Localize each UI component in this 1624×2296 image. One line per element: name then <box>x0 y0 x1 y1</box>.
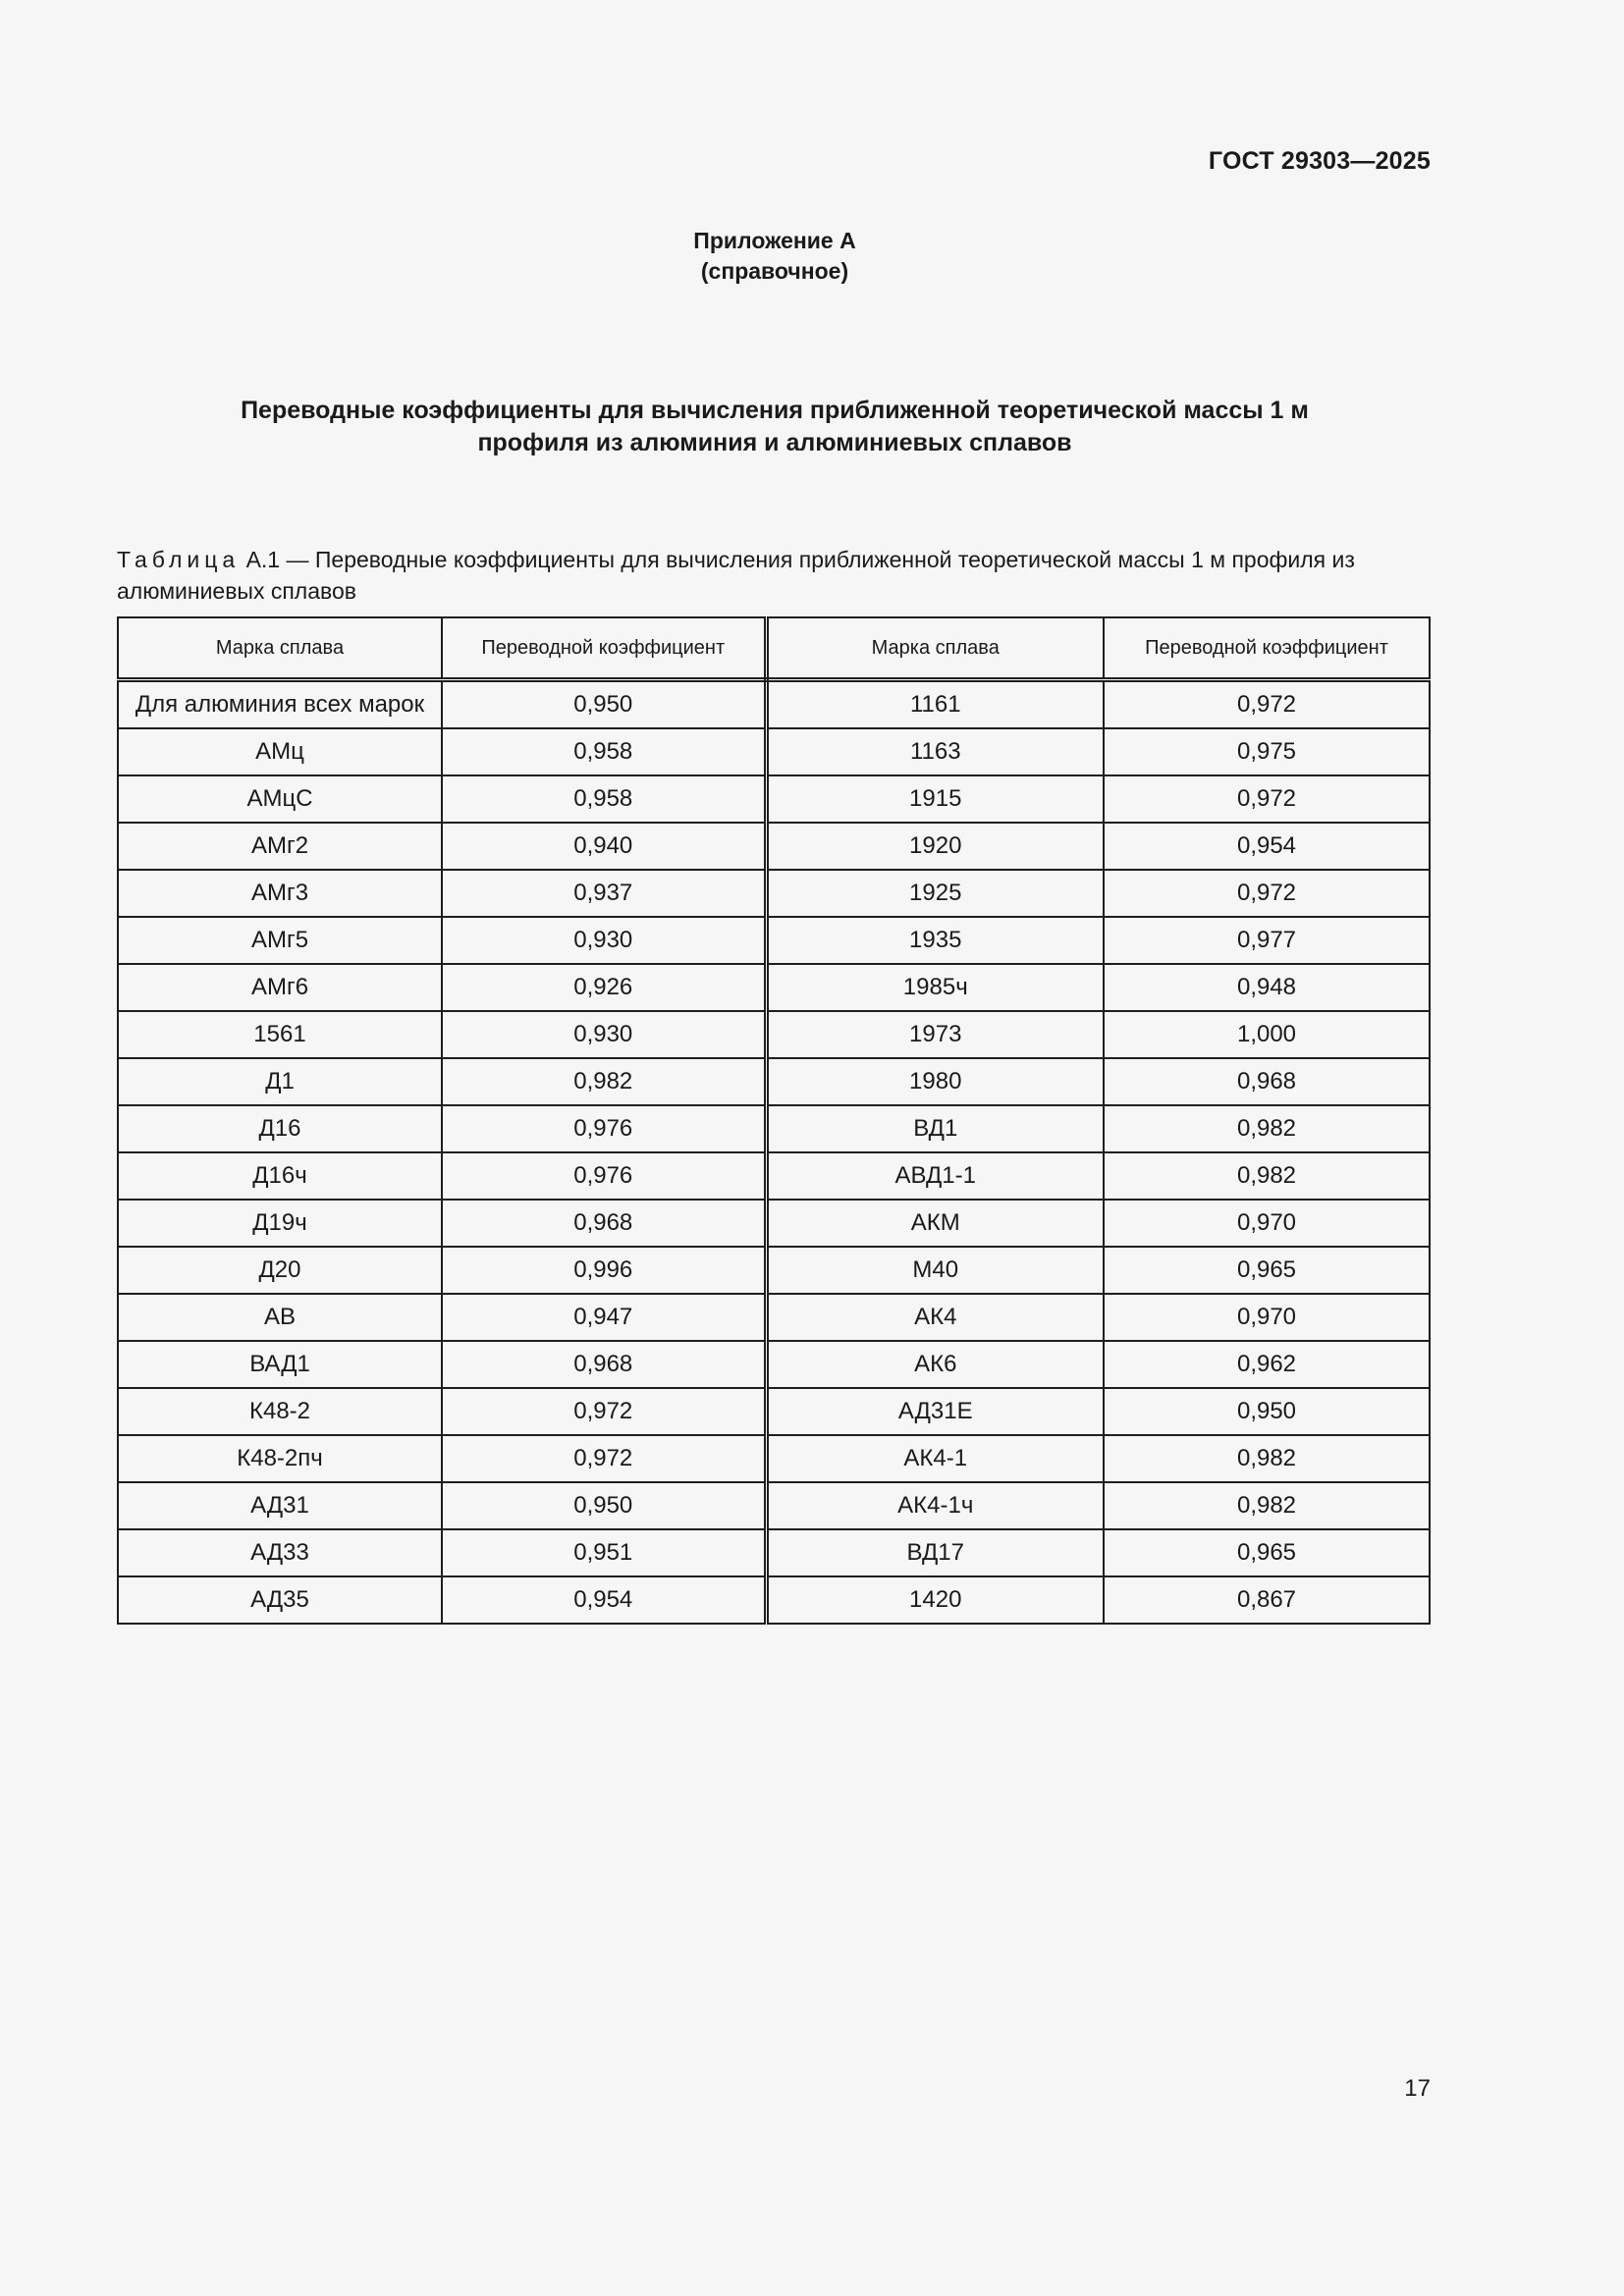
cell-coefficient-left: 0,968 <box>442 1341 766 1388</box>
table-header-row <box>118 617 1430 680</box>
cell-alloy-grade-left: Для алюминия всех марок <box>118 680 442 729</box>
table-caption-text: А.1 — Переводные коэффициенты для вычисления приближенной теоретической массы 1 м профиля из алюминиевых сплавов <box>117 547 1355 604</box>
cell-alloy-grade-left: Д16ч <box>118 1152 442 1200</box>
page-number: 17 <box>1404 2075 1431 2102</box>
cell-alloy-grade-left: Д19ч <box>118 1200 442 1247</box>
cell-coefficient-left: 0,968 <box>442 1200 766 1247</box>
table-row <box>118 1247 1430 1294</box>
cell-alloy-grade-right: АКМ <box>766 1200 1104 1247</box>
cell-coefficient-left: 0,976 <box>442 1105 766 1152</box>
cell-alloy-grade-right: ВД17 <box>766 1529 1104 1576</box>
table-row <box>118 1388 1430 1435</box>
table-caption <box>117 544 1433 607</box>
section-title-line-1: Переводные коэффициенты для вычисления приближенной теоретической массы 1 м <box>241 397 1309 424</box>
cell-alloy-grade-left: АМг3 <box>118 870 442 917</box>
table-row <box>118 775 1430 823</box>
cell-alloy-grade-left: АМг2 <box>118 823 442 870</box>
table-row <box>118 728 1430 775</box>
cell-alloy-grade-right: АВД1-1 <box>766 1152 1104 1200</box>
cell-coefficient-left: 0,958 <box>442 775 766 823</box>
cell-coefficient-left: 0,982 <box>442 1058 766 1105</box>
cell-coefficient-right: 0,950 <box>1104 1388 1430 1435</box>
cell-coefficient-left: 0,940 <box>442 823 766 870</box>
appendix-subtitle: (справочное) <box>700 258 849 284</box>
cell-coefficient-left: 0,930 <box>442 917 766 964</box>
table-caption-label: Таблица <box>117 547 241 572</box>
cell-alloy-grade-right: АД31Е <box>766 1388 1104 1435</box>
table-row <box>118 964 1430 1011</box>
cell-alloy-grade-right: АК4 <box>766 1294 1104 1341</box>
cell-alloy-grade-right: 1980 <box>766 1058 1104 1105</box>
table-row <box>118 1482 1430 1529</box>
cell-alloy-grade-left: ВАД1 <box>118 1341 442 1388</box>
cell-alloy-grade-right: 1985ч <box>766 964 1104 1011</box>
cell-alloy-grade-left: 1561 <box>118 1011 442 1058</box>
table-row <box>118 1341 1430 1388</box>
cell-coefficient-right: 0,982 <box>1104 1105 1430 1152</box>
table-row <box>118 1294 1430 1341</box>
cell-coefficient-left: 0,930 <box>442 1011 766 1058</box>
cell-coefficient-right: 0,970 <box>1104 1200 1430 1247</box>
cell-alloy-grade-right: 1163 <box>766 728 1104 775</box>
cell-alloy-grade-left: АМг5 <box>118 917 442 964</box>
cell-alloy-grade-left: К48-2 <box>118 1388 442 1435</box>
cell-alloy-grade-left: Д20 <box>118 1247 442 1294</box>
table-row <box>118 870 1430 917</box>
table-row <box>118 1529 1430 1576</box>
cell-alloy-grade-left: АД31 <box>118 1482 442 1529</box>
cell-coefficient-left: 0,950 <box>442 1482 766 1529</box>
table-row <box>118 1200 1430 1247</box>
cell-coefficient-left: 0,926 <box>442 964 766 1011</box>
cell-alloy-grade-right: 1915 <box>766 775 1104 823</box>
header-alloy-grade-left: Марка сплава <box>118 617 442 680</box>
section-title <box>147 395 1402 459</box>
cell-coefficient-right: 0,867 <box>1104 1576 1430 1624</box>
cell-alloy-grade-left: АД35 <box>118 1576 442 1624</box>
cell-coefficient-right: 0,965 <box>1104 1247 1430 1294</box>
cell-alloy-grade-right: 1925 <box>766 870 1104 917</box>
table-row <box>118 1058 1430 1105</box>
cell-alloy-grade-left: АМцС <box>118 775 442 823</box>
cell-alloy-grade-right: 1161 <box>766 680 1104 729</box>
cell-coefficient-right: 0,975 <box>1104 728 1430 775</box>
table-row <box>118 1576 1430 1624</box>
cell-alloy-grade-right: М40 <box>766 1247 1104 1294</box>
cell-alloy-grade-right: ВД1 <box>766 1105 1104 1152</box>
cell-coefficient-right: 1,000 <box>1104 1011 1430 1058</box>
cell-coefficient-left: 0,951 <box>442 1529 766 1576</box>
table-row <box>118 823 1430 870</box>
table-body <box>118 680 1430 1625</box>
cell-coefficient-left: 0,996 <box>442 1247 766 1294</box>
cell-coefficient-right: 0,982 <box>1104 1482 1430 1529</box>
cell-alloy-grade-left: АД33 <box>118 1529 442 1576</box>
table-row <box>118 1105 1430 1152</box>
cell-alloy-grade-right: АК4-1ч <box>766 1482 1104 1529</box>
cell-alloy-grade-right: 1973 <box>766 1011 1104 1058</box>
cell-coefficient-left: 0,950 <box>442 680 766 729</box>
table-row <box>118 1011 1430 1058</box>
section-title-line-2: профиля из алюминия и алюминиевых сплавов <box>477 429 1072 456</box>
cell-coefficient-right: 0,970 <box>1104 1294 1430 1341</box>
coefficients-table-container <box>117 616 1429 1625</box>
cell-coefficient-left: 0,972 <box>442 1388 766 1435</box>
header-coefficient-right: Переводной коэффициент <box>1104 617 1430 680</box>
table-row <box>118 1152 1430 1200</box>
cell-alloy-grade-left: Д1 <box>118 1058 442 1105</box>
cell-coefficient-left: 0,958 <box>442 728 766 775</box>
appendix-title: Приложение А <box>693 228 856 253</box>
coefficients-table <box>117 616 1431 1625</box>
cell-coefficient-left: 0,976 <box>442 1152 766 1200</box>
cell-alloy-grade-left: АВ <box>118 1294 442 1341</box>
cell-coefficient-right: 0,954 <box>1104 823 1430 870</box>
cell-coefficient-right: 0,982 <box>1104 1435 1430 1482</box>
cell-coefficient-left: 0,947 <box>442 1294 766 1341</box>
table-row <box>118 1435 1430 1482</box>
cell-coefficient-right: 0,977 <box>1104 917 1430 964</box>
table-row <box>118 680 1430 729</box>
cell-coefficient-right: 0,972 <box>1104 870 1430 917</box>
cell-coefficient-left: 0,954 <box>442 1576 766 1624</box>
cell-alloy-grade-right: 1935 <box>766 917 1104 964</box>
cell-coefficient-right: 0,972 <box>1104 680 1430 729</box>
cell-coefficient-right: 0,965 <box>1104 1529 1430 1576</box>
cell-coefficient-left: 0,972 <box>442 1435 766 1482</box>
cell-alloy-grade-left: Д16 <box>118 1105 442 1152</box>
cell-alloy-grade-left: К48-2пч <box>118 1435 442 1482</box>
header-coefficient-left: Переводной коэффициент <box>442 617 766 680</box>
cell-coefficient-right: 0,968 <box>1104 1058 1430 1105</box>
appendix-heading <box>0 226 1549 287</box>
cell-coefficient-right: 0,982 <box>1104 1152 1430 1200</box>
cell-alloy-grade-right: АК6 <box>766 1341 1104 1388</box>
cell-alloy-grade-right: АК4-1 <box>766 1435 1104 1482</box>
document-code: ГОСТ 29303—2025 <box>1208 147 1431 175</box>
cell-alloy-grade-left: АМц <box>118 728 442 775</box>
cell-alloy-grade-right: 1920 <box>766 823 1104 870</box>
table-row <box>118 917 1430 964</box>
header-alloy-grade-right: Марка сплава <box>766 617 1104 680</box>
cell-coefficient-left: 0,937 <box>442 870 766 917</box>
cell-alloy-grade-left: АМг6 <box>118 964 442 1011</box>
cell-coefficient-right: 0,972 <box>1104 775 1430 823</box>
cell-alloy-grade-right: 1420 <box>766 1576 1104 1624</box>
cell-coefficient-right: 0,962 <box>1104 1341 1430 1388</box>
cell-coefficient-right: 0,948 <box>1104 964 1430 1011</box>
